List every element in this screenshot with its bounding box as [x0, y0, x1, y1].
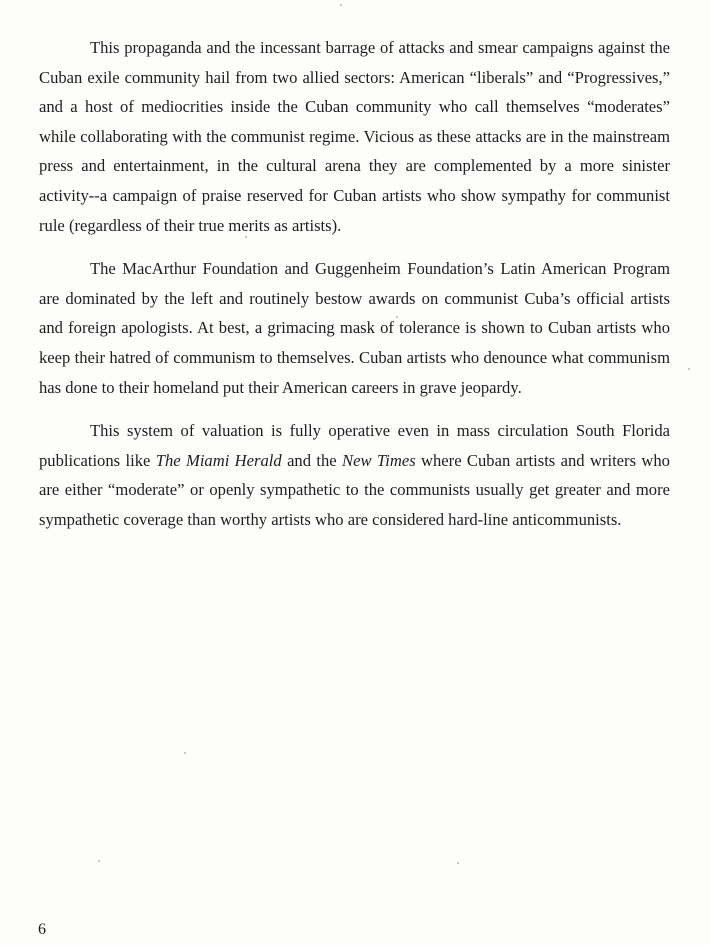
paragraph-2-text: The MacArthur Foundation and Guggenheim Foundation’s Latin American Program are dominated by the left and routinely bestow awards on communist Cuba’s official artists and foreign apologists. At best, a grimacing mask of tolerance is shown to Cuban artists who keep their hatred of communism to themselves. Cuban artists who denounce what communism has done to their homeland put their American careers in grave jeopardy.	[39, 259, 670, 397]
paragraph-1-text: This propaganda and the incessant barrage of attacks and smear campaigns against the Cuban exile community hail from two allied sectors: American “liberals” and “Progressives,” and a host of mediocrities inside the Cuban community who call themselves “moderates” while collaborating with the communist regime. Vicious as these attacks are in the mainstream press and entertainment, in the cultural arena they are complemented by a more sinister activity--a campaign of praise reserved for Cuban artists who show sympathy for communist rule (regardless of their true merits as artists).	[39, 38, 670, 235]
paragraph-3	[39, 416, 670, 534]
paragraph-1	[39, 33, 670, 240]
publication-title-miami-herald: The Miami Herald	[155, 450, 282, 470]
paragraph-2	[39, 254, 670, 402]
scan-speck	[457, 862, 459, 864]
scan-speck	[98, 860, 100, 862]
scan-speck	[396, 316, 398, 318]
publication-title-new-times: New Times	[342, 450, 416, 470]
paragraph-3-text-part-1: This system of valuation is fully operative even in mass circulation South Florida publications like	[39, 421, 670, 470]
paragraph-3-text-part-3: where Cuban artists and writers who are either “moderate” or openly sympathetic to the communists usually get greater and more sympathetic coverage than worthy artists who are considered hard-line anticommunists.	[39, 450, 670, 529]
scan-speck	[340, 4, 342, 6]
scan-speck	[184, 752, 186, 754]
document-body	[39, 33, 670, 535]
paragraph-3-text-part-2: and the	[281, 450, 343, 470]
scan-speck	[245, 236, 247, 238]
scan-speck	[688, 368, 690, 370]
page-number: 6	[38, 921, 46, 938]
